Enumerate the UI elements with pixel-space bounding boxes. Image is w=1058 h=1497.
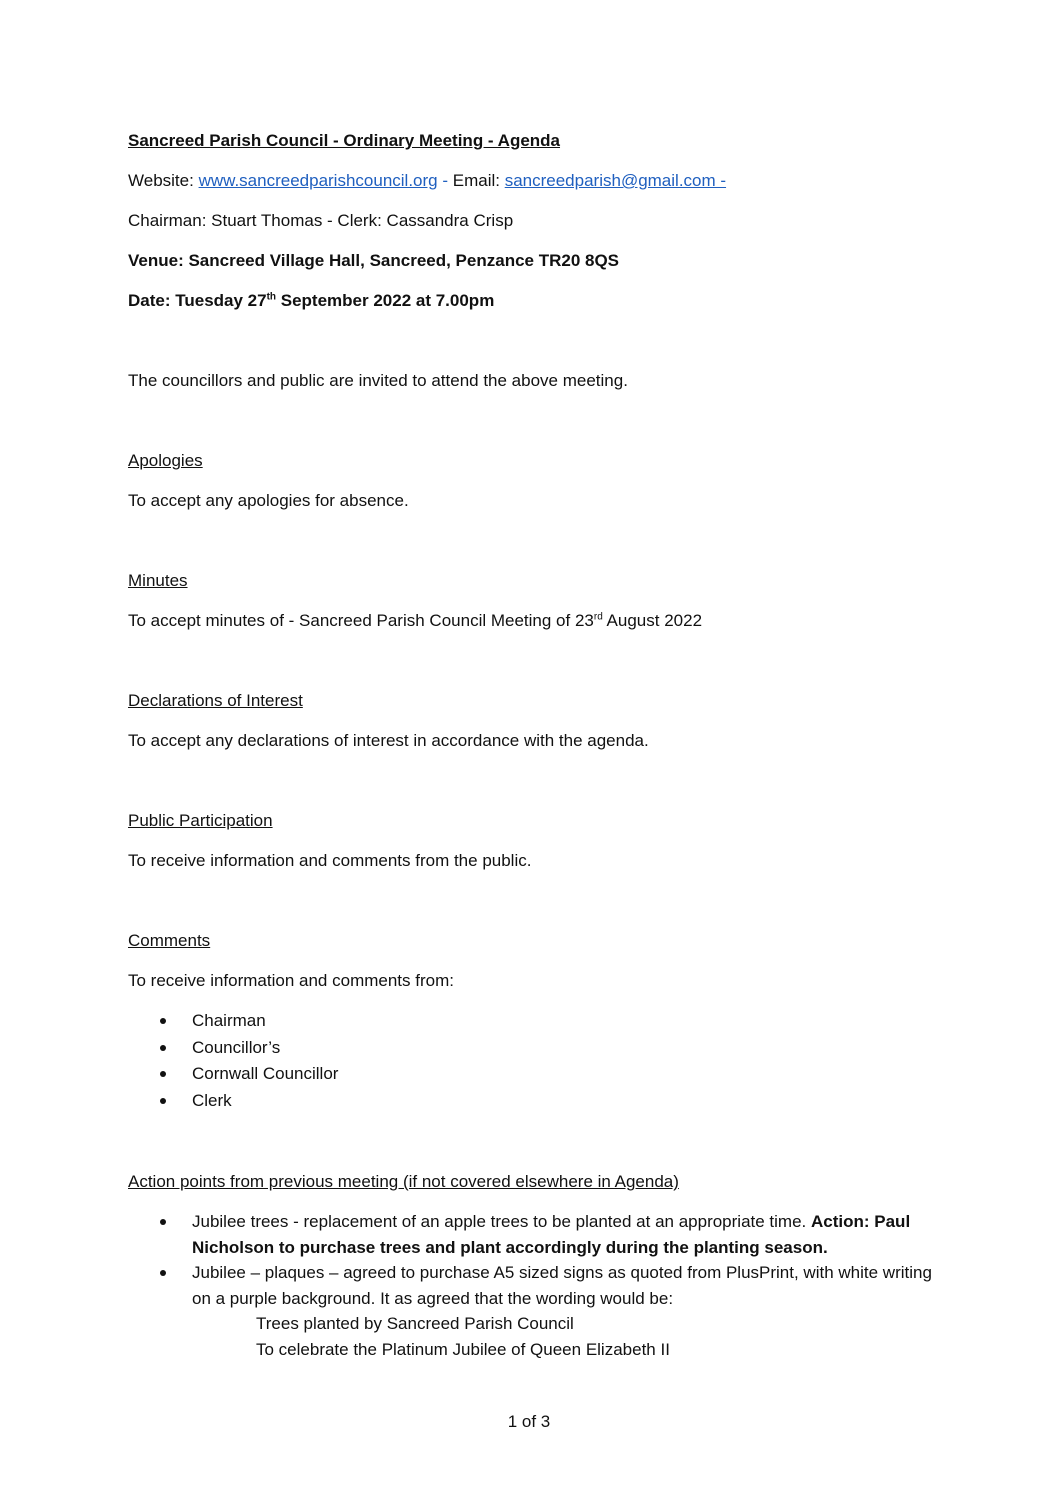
venue-line: Venue: Sancreed Village Hall, Sancreed, Penzance TR20 8QS xyxy=(128,251,620,270)
list-item xyxy=(128,1260,932,1362)
minutes-text-prefix: To accept minutes of - Sancreed Parish Council Meeting of 23 xyxy=(128,611,594,630)
plaque-wording-line-1: Trees planted by Sancreed Parish Council xyxy=(256,1314,574,1333)
bullet-icon xyxy=(160,1098,166,1104)
list-item-label: Councillor’s xyxy=(192,1037,281,1057)
actions-heading: Action points from previous meeting (if not covered elsewhere in Agenda) xyxy=(128,1172,679,1191)
minutes-text xyxy=(128,610,702,632)
actions-list xyxy=(128,1209,932,1362)
public-text: To receive information and comments from the public. xyxy=(128,851,532,870)
declarations-heading: Declarations of Interest xyxy=(128,691,303,710)
apologies-heading: Apologies xyxy=(128,451,203,470)
invite-text: The councillors and public are invited to attend the above meeting. xyxy=(128,371,628,390)
minutes-ordinal: rd xyxy=(593,611,603,623)
website-label: Website: xyxy=(128,171,199,190)
website-line xyxy=(128,170,726,192)
action-item-text: Jubilee – plaques – agreed to purchase A5 sized signs as quoted from PlusPrint, with white writing on a purple background. It as agreed that the wording would be: xyxy=(192,1263,932,1308)
list-item-label: Cornwall Councillor xyxy=(192,1064,339,1083)
plaque-wording-line-2: To celebrate the Platinum Jubilee of Queen Elizabeth II xyxy=(256,1339,670,1359)
email-label: Email: xyxy=(452,171,505,190)
bullet-icon xyxy=(160,1018,166,1024)
declarations-text: To accept any declarations of interest in accordance with the agenda. xyxy=(128,731,649,750)
website-link[interactable]: www.sancreedparishcouncil.org xyxy=(198,171,438,190)
list-item xyxy=(128,1008,338,1035)
bullet-icon xyxy=(160,1071,166,1077)
date-suffix: September 2022 at 7.00pm xyxy=(276,291,495,310)
email-link[interactable]: sancreedparish@gmail.com - xyxy=(504,171,727,190)
list-item-label: Chairman xyxy=(192,1011,266,1030)
page-title: Sancreed Parish Council - Ordinary Meeting - Agenda xyxy=(128,131,561,150)
chair-clerk-line: Chairman: Stuart Thomas - Clerk: Cassandra Crisp xyxy=(128,211,514,230)
comments-heading: Comments xyxy=(128,931,211,950)
list-item xyxy=(128,1035,338,1062)
comments-list xyxy=(128,1008,338,1114)
date-line xyxy=(128,290,494,312)
page-number: 1 of 3 xyxy=(507,1412,551,1431)
bullet-icon xyxy=(160,1045,166,1051)
list-item-label: Clerk xyxy=(192,1090,232,1110)
minutes-text-suffix: August 2022 xyxy=(602,611,703,630)
bullet-icon xyxy=(160,1270,166,1276)
date-prefix: Date: Tuesday 27 xyxy=(128,291,267,310)
date-ordinal: th xyxy=(266,291,277,303)
action-item-text: Jubilee trees - replacement of an apple trees to be planted at an appropriate time. xyxy=(192,1212,811,1231)
bullet-icon xyxy=(160,1219,166,1225)
action-item-bold: Action: Paul Nicholson to purchase trees and plant accordingly during the planting season. xyxy=(192,1212,911,1257)
list-item xyxy=(128,1209,932,1260)
comments-text: To receive information and comments from: xyxy=(128,971,454,990)
list-item xyxy=(128,1088,338,1115)
minutes-heading: Minutes xyxy=(128,571,188,590)
public-heading: Public Participation xyxy=(128,811,273,830)
apologies-text: To accept any apologies for absence. xyxy=(128,491,409,510)
list-item xyxy=(128,1061,338,1088)
website-separator: - xyxy=(437,171,453,190)
